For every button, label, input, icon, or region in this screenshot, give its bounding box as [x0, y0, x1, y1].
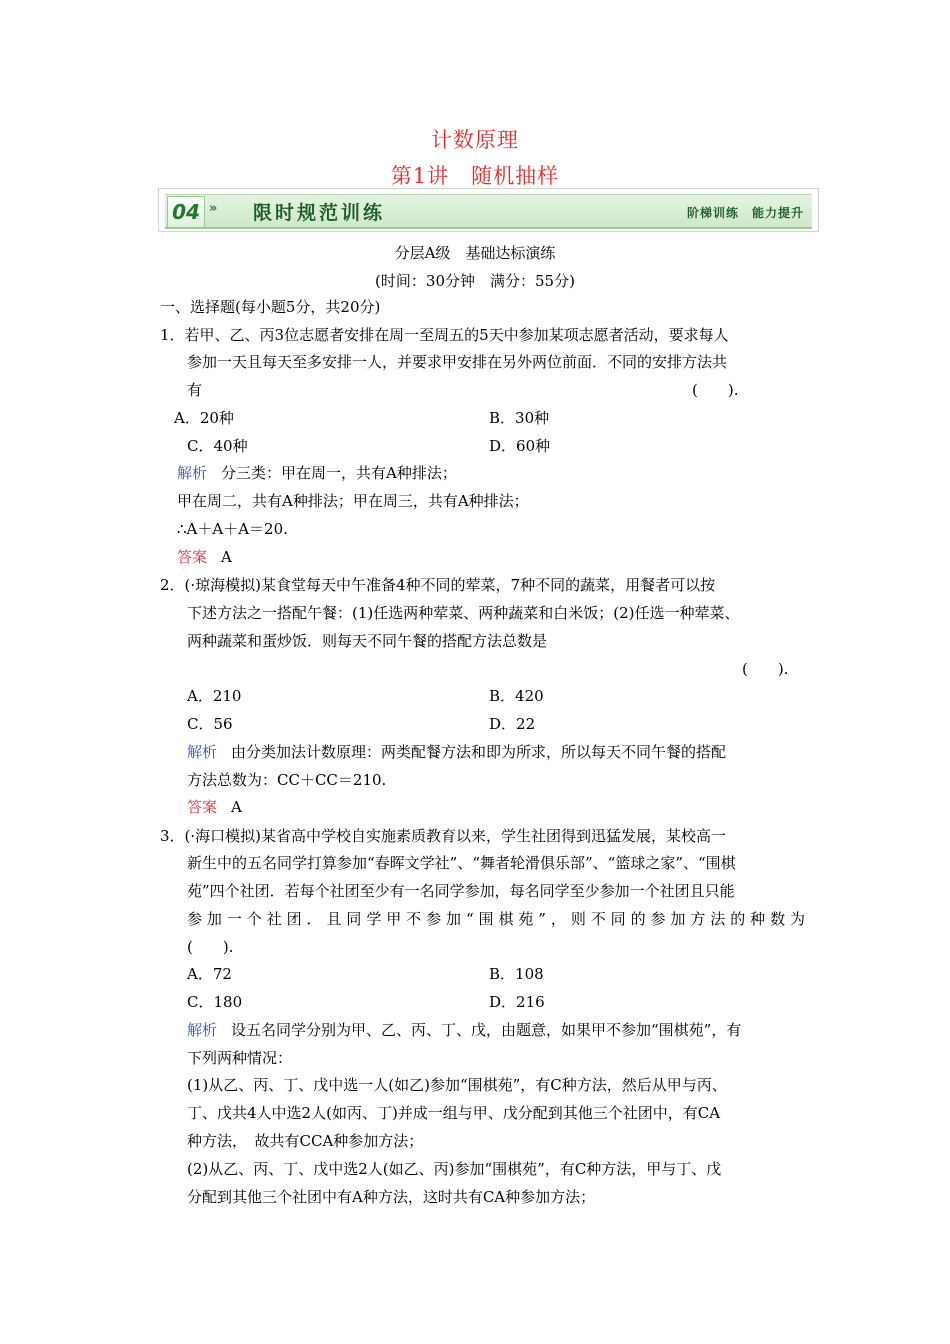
chevron-icon: »: [209, 201, 218, 216]
q3-option-b: B．108: [489, 965, 544, 983]
banner-bar: [165, 194, 812, 229]
q3-line2: 新生中的五名同学打算参加“春晖文学社”、“舞者轮滑俱乐部”、“篮球之家”、“围棋: [187, 854, 736, 872]
q2-answer-blank: ( ).: [742, 660, 789, 678]
banner-title: 限时规范训练: [253, 202, 386, 224]
answer-label: 答案: [177, 548, 208, 566]
level-heading: 分层A级 基础达标演练: [394, 244, 556, 262]
analysis-label: 解析: [187, 743, 218, 761]
q1-option-d: D．60种: [489, 437, 551, 455]
q2-option-b: B．420: [489, 687, 544, 705]
q3-option-c: C．180: [187, 993, 243, 1011]
q2-analysis-line1: [187, 742, 726, 762]
q2-option-c: C．56: [187, 715, 233, 733]
q1-answer-blank: ( ).: [692, 381, 739, 399]
q3-line1: 3．(·海口模拟)某省高中学校自实施素质教育以来，学生社团得到迅猛发展，某校高一: [160, 827, 727, 845]
q1-option-a: A．20种: [174, 409, 234, 427]
chapter-title: 计数原理: [431, 128, 519, 152]
answer-label: 答案: [187, 798, 218, 816]
banner-badge: 04: [167, 196, 205, 228]
q1-option-b: B．30种: [489, 409, 550, 427]
q1-line1: 1．若甲、乙、丙3位志愿者安排在周一至周五的5天中参加某项志愿者活动，要求每人: [160, 326, 729, 344]
q1-line2: 参加一天且每天至多安排一人，并要求甲安排在另外两位前面．不同的安排方法共: [187, 353, 728, 371]
q2-answer: [187, 797, 242, 817]
q3-analysis-line3: (1)从乙、丙、丁、戊中选一人(如乙)参加“围棋苑”，有C种方法，然后从甲与丙、: [187, 1076, 727, 1094]
q3-option-d: D．216: [489, 993, 545, 1011]
q2-line2: 下述方法之一搭配午餐：(1)任选两种荤菜、两种蔬菜和白米饭；(2)任选一种荤菜、: [187, 604, 740, 622]
q3-line4-text: 参加一个社团．且同学甲不参加“围棋苑”，则不同的参加方法的种数为: [187, 910, 805, 928]
analysis-text: 设五名同学分别为甲、乙、丙、丁、戊，由题意，如果甲不参加“围棋苑”，有: [231, 1021, 742, 1039]
q3-option-a: A．72: [187, 965, 232, 983]
q1-analysis-line1: [177, 463, 457, 483]
q2-option-a: A．210: [187, 687, 242, 705]
banner-tagline: 阶梯训练 能力提升: [686, 206, 804, 220]
time-score: (时间：30分钟 满分：55分): [375, 272, 575, 290]
answer-value: A: [221, 548, 232, 566]
q1-analysis-line2: 甲在周二，共有A种排法；甲在周三，共有A种排法；: [177, 492, 529, 510]
q2-line1: 2．(·琼海模拟)某食堂每天中午准备4种不同的荤菜，7种不同的蔬菜，用餐者可以按: [160, 576, 716, 594]
q2-option-d: D．22: [489, 715, 536, 733]
q3-analysis-line5: 种方法， 故共有CCA种参加方法；: [187, 1132, 424, 1150]
q1-answer: [177, 547, 232, 567]
analysis-text: 分三类：甲在周一，共有A种排法；: [221, 464, 457, 482]
q3-analysis-line4: 丁、戊共4人中选2人(如丙、丁)并成一组与甲、戊分配到其他三个社团中，有CA: [187, 1104, 721, 1122]
q3-analysis-line7: 分配到其他三个社团中有A种方法，这时共有CA种参加方法；: [187, 1188, 596, 1206]
analysis-text: 由分类加法计数原理：两类配餐方法和即为所求，所以每天不同午餐的搭配: [231, 743, 727, 761]
q1-analysis-line3: ∴A＋A＋A＝20.: [177, 520, 288, 538]
q1-option-c: C．40种: [187, 437, 248, 455]
q1-line3: 有: [187, 381, 203, 399]
q3-analysis-line6: (2)从乙、丙、丁、戊中选2人(如乙、丙)参加“围棋苑”，有C种方法，甲与丁、戊: [187, 1160, 722, 1178]
analysis-label: 解析: [177, 464, 208, 482]
answer-value: A: [231, 798, 242, 816]
q3-analysis-line2: 下列两种情况：: [187, 1049, 293, 1067]
section-heading: 一、选择题(每小题5分，共20分): [160, 298, 381, 316]
q3-answer-blank: ( ).: [187, 938, 234, 956]
q3-line4: [187, 909, 805, 929]
q3-line3: 苑”四个社团．若每个社团至少有一名同学参加，每名同学至少参加一个社团且只能: [187, 882, 735, 900]
q3-analysis-line1: [187, 1020, 741, 1040]
lesson-title: 第1讲 随机抽样: [390, 164, 560, 188]
section-banner: [158, 188, 819, 232]
analysis-label: 解析: [187, 1021, 218, 1039]
q2-line3: 两种蔬菜和蛋炒饭．则每天不同午餐的搭配方法总数是: [187, 632, 548, 650]
q2-analysis-line2: 方法总数为：CC＋CC＝210.: [187, 771, 387, 789]
